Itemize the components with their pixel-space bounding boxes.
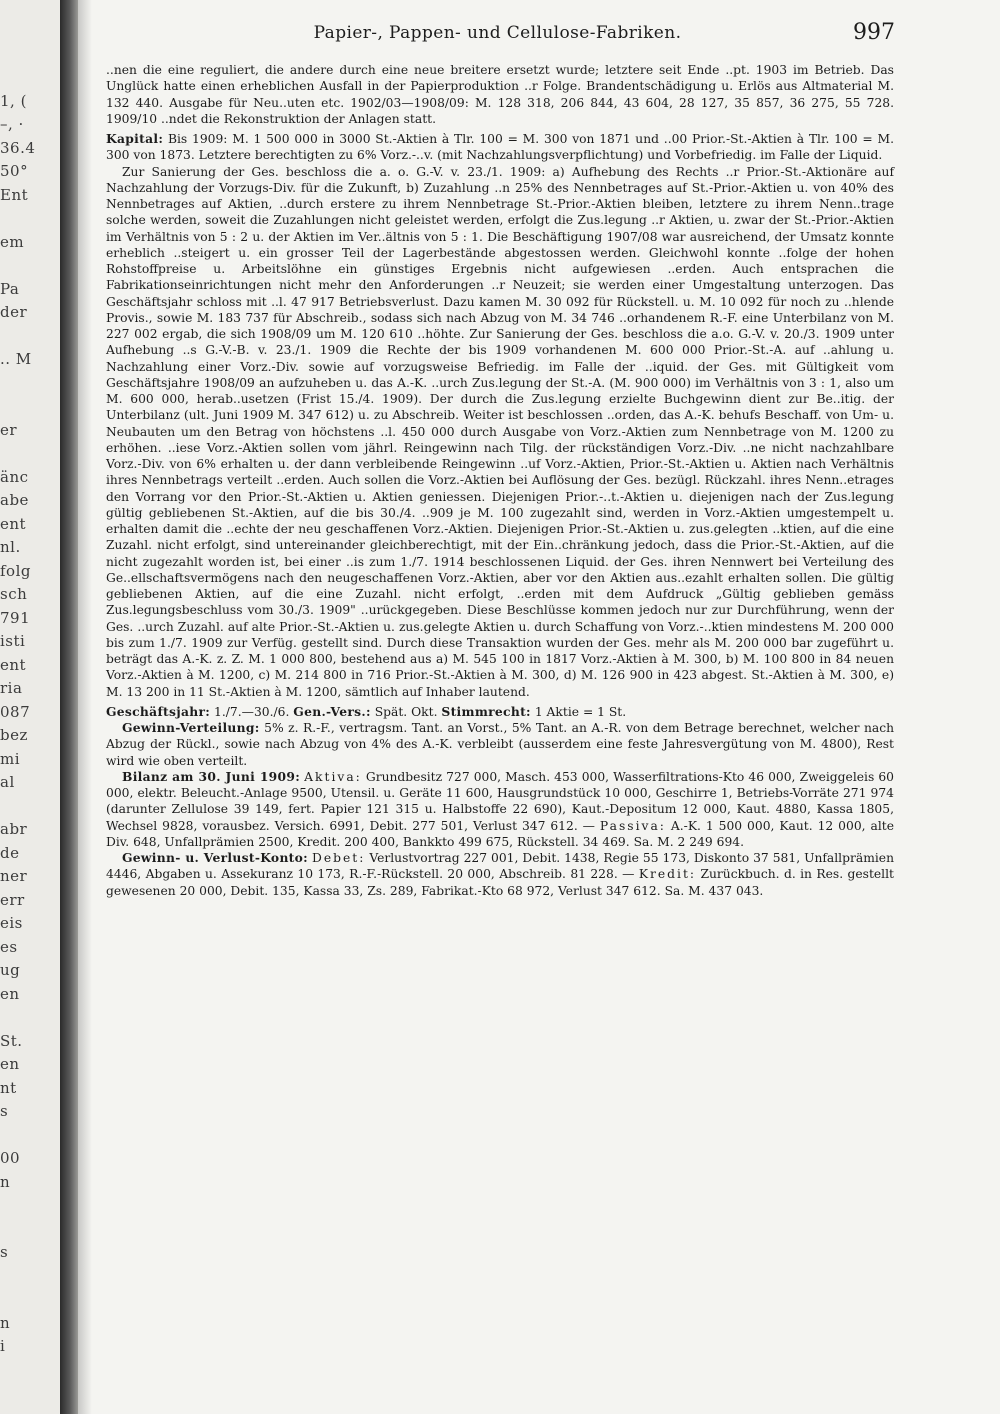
margin-fragment: 36.4 xyxy=(0,138,36,157)
margin-fragment: err xyxy=(0,890,25,909)
spaced-label: Aktiva: xyxy=(304,769,362,784)
margin-fragment: ent xyxy=(0,655,27,674)
paragraph-text: ..nen die eine reguliert, die andere durch eine neue breitere ersetzt wurde; letztere seit Ende ..pt. 1903 im Betrieb. Das Unglück hatte einen erheblichen Ausfall in der Papierproduktion ..r Folge. Brandentschädigung u. Erlös aus Altmaterial M. 132 440. Ausgabe für Neu..uten etc. 1902/03—1908/09: M. 128 318, 206 844, 43 604, 28 127, 35 857, 36 275, 55 728. 1909/10 ..ndet die Rekonstruktion der Anlagen statt. xyxy=(106,63,894,126)
section-label: Gewinn-Verteilung: xyxy=(122,720,260,735)
margin-fragment: en xyxy=(0,984,20,1003)
paragraph-p4 xyxy=(106,704,894,720)
paragraph-text: Verlustvortrag 227 001, Debit. 1438, Regie 55 173, Diskonto 37 581, Unfallprämien 4446, Abgaben u. Assekuranz 10 173, R.-F.-Rückstell. 20 000, Abschreib. 81 228. — xyxy=(106,851,894,882)
paragraph-text: Zur Sanierung der Ges. beschloss die a. o. G.-V. v. 23./1. 1909: a) Aufhebung des Rechts ..r Prior.-St.-Aktionäre auf Nachzahlung der Vorzugs-Div. für die Zukunft, b) Zuzahlung ..n 25% des Nennbetrages auf St.-Prior.-Aktien u. von 40% des Nennbetrages auf Aktien, ..durch erstere zu ihrem Nennbetrage St.-Prior.-Aktien bleiben, letztere zu ihrem Nenn..trage solche werden, soweit die Zuzahlungen nicht geleistet werden, erfolgt die Zus.legung ..r Aktien, u. zwar der St.-Prior.-Aktien im Verhältnis von 5 : 2 u. der Aktien im Ver..ältnis von 5 : 1. Die Beschäftigung 1907/08 war ausreichend, der Umsatz konnte erheblich ..steigert u. ein grosser Teil der Lagerbestände abgestossen werden. Gleichwohl konnte ..folge der hohen Rohstoffpreise u. Arbeitslöhne ein günstiges Ergebnis nicht aufgewiesen ..erden. Auch entsprachen die Fabrikationseinrichtungen nicht mehr den Anforderungen ..r Neuzeit; sie werden einer Umgestaltung unterzogen. Das Geschäftsjahr schloss mit ..l. 47 917 Betriebsverlust. Dazu kamen M. 30 092 für Rückstell. u. M. 10 092 für noch zu ..hlende Provis., sowie M. 183 737 für Abschreib., sodass sich nach Abzug von M. 34 746 ..orhandenem R.-F. eine Unterbilanz von M. 227 002 ergab, die sich 1908/09 um M. 120 610 ..höhte. Zur Sanierung der Ges. beschloss die a.o. G.-V. v. 20./3. 1909 unter Aufhebung ..s G.-V.-B. v. 23./1. 1909 die Rechte der bis 1909 vorhandenen M. 600 000 Prior.-St.-A. auf ..ahlung u. Nachzahlung einer Vorz.-Div. sowie auf vorzugsweise Befriedig. im Falle der ..iquid. der Ges. mit Gültigkeit vom Geschäftsjahre 1908/09 an aufzuheben u. das A.-K. ..urch Zus.legung der St.-A. (M. 900 000) im Verhältnis von 3 : 1, also um M. 600 000, herab..usetzen (Frist 15./4. 1909). Der durch die Zus.legung erzielte Buchgewinn dient zur Be..itig. der Unterbilanz (ult. Juni 1909 M. 347 612) u. zu Abschreib. Weiter ist beschlossen ..orden, das A.-K. behufs Beschaff. von Um- u. Neubauten um den Betrag von höchstens ..l. 450 000 durch Ausgabe von Vorz.-Aktien zum Nennbetrage von M. 1200 zu erhöhen. ..iese Vorz.-Aktien sollen vom jährl. Reingewinn nach Tilg. der rückständigen Vorz.-Div. ..ne nicht nachzahlbare Vorz.-Div. von 6% erhalten u. der dann verbleibende Reingewinn ..uf Vorz.-Aktien, Prior.-St.-Aktien u. Aktien nach Verhältnis ihres Nennbetrags verteilt ..erden. Auch sollen die Vorz.-Aktien bei Auflösung der Ges. bezügl. Rückzahl. ihres Nenn..etrages den Vorrang vor den Prior.-St.-Aktien u. Aktien geniessen. Diejenigen Prior.-..t.-Aktien u. diejenigen nach der Zus.legung gültig gebliebenen St.-Aktien, auf die bis 30./4. ..909 je M. 100 zugezahlt sind, werden in Vorz.-Aktien umgestempelt u. erhalten damit die ..echte der neu geschaffenen Vorz.-Aktien. Diejenigen Prior.-St.-Aktien u. zus.gelegten ..ktien, auf die eine Zuzahl. nicht erfolgt, sind untereinander gleichberechtigt, mit der Ein..chränkung jedoch, dass die Prior.-St.-Aktien, auf die nicht zugezahlt worden ist, bei einer ..is zum 1./7. 1914 beschlossenen Liquid. der Ges. ihren Nennwert bei Verteilung des Ge..ellschaftsvermögens nach den neugeschaffenen Vorz.-Aktien, aber vor den Aktien aus..ezahlt erhalten sollen. Die gültig gebliebenen Aktien, auf die eine Zuzahl. nicht erfolgt, ..erden mit dem Aufdruck „Gültig geblieben gemäss Zus.legungsbeschluss vom 30./3. 1909" ..urückgegeben. Diese Beschlüsse kommen jedoch nur zur Durchführung, wenn der Ges. ..urch Zuzahl. auf alte Prior.-St.-Aktien u. zus.gelegte Aktien u. durch Schaffung von Vorz.-..ktien mindestens M. 200 000 bis zum 1./7. 1909 zur Verfüg. gestellt sind. Durch diese Transaktion wurden der Ges. mehr als M. 200 000 bar zugeführt u. beträgt das A.-K. z. Z. M. 1 000 800, bestehend aus a) M. 545 100 in 1817 Vorz.-Aktien à M. 300, b) M. 100 800 in 84 neuen Vorz.-Aktien à M. 1200, c) M. 214 800 in 716 Prior.-St.-Aktien à M. 300, d) M. 126 900 in 423 abgest. St.-Aktien à M. 300, e) M. 13 200 in 11 St.-Aktien à M. 1200, sämtlich auf Inhaber lautend. xyxy=(106,164,894,699)
margin-fragment: es xyxy=(0,937,18,956)
paragraph-p2 xyxy=(106,131,894,164)
paragraph-p6 xyxy=(106,769,894,850)
margin-fragment: 00 xyxy=(0,1149,21,1167)
spaced-label: Kredit: xyxy=(638,867,697,882)
section-label: Bilanz am 30. Juni 1909: xyxy=(122,768,301,784)
margin-fragment: n xyxy=(0,1172,11,1191)
facing-page-edge xyxy=(0,0,60,1414)
margin-fragment: al xyxy=(0,773,15,791)
margin-fragment: n xyxy=(0,1313,11,1332)
margin-fragment: der xyxy=(0,303,28,321)
paragraph-text: 5% z. R.-F., vertragsm. Tant. an Vorst., 5% Tant. an A.-R. von dem Betrage berechnet, welcher nach Abzug der Rückl., sowie nach Abzug von 4% des A.-K. verbleibt (ausserdem eine feste Jahresvergütung von M. 4800), Rest wird wie oben verteilt. xyxy=(106,721,894,768)
spaced-label: Passiva: xyxy=(599,818,666,833)
margin-fragment: folg xyxy=(0,561,31,580)
section-label: Gewinn- u. Verlust-Konto: xyxy=(122,850,308,865)
margin-fragment: isti xyxy=(0,632,26,650)
page-number: 997 xyxy=(853,20,895,45)
margin-fragment: abr xyxy=(0,820,28,838)
page-body xyxy=(106,62,894,899)
paragraph-p5 xyxy=(106,720,894,769)
paragraph-text: Grundbesitz 727 000, Masch. 453 000, Wasserfiltrations-Kto 46 000, Zweiggeleis 60 000, elektr. Beleucht.-Anlage 9500, Utensil. u. Geräte 11 600, Hausgrundstück 10 000, Geschirre 1, Betriebs-Vorräte 271 974 (darunter Zellulose 39 149, fert. Papier 121 315 u. Halbstoffe 22 690), Kaut.-Depositum 12 000, Kaut. 4880, Kassa 1805, Wechsel 9828, vorausbez. Versich. 6991, Debit. 277 501, Verlust 347 612. — xyxy=(106,769,894,833)
spine-shadow xyxy=(78,0,92,1414)
running-title: Papier-, Pappen- und Cellulose-Fabriken. xyxy=(313,23,682,43)
paragraph-text: Bis 1909: M. 1 500 000 in 3000 St.-Aktien à Tlr. 100 = M. 300 von 1871 und ..00 Prior.-St.-Aktien à Tlr. 100 = M. 300 von 1873. Letztere berechtigten zu 6% Vorz.-..v. (mit Nachzahlungsverpflichtung) und Vorbefriedig. im Falle der Liquid. xyxy=(106,132,894,163)
paragraph-p3 xyxy=(106,164,894,700)
section-label: Stimmrecht: xyxy=(441,703,531,719)
margin-fragment: St. xyxy=(0,1031,23,1050)
margin-fragment: ent xyxy=(0,514,27,533)
margin-fragment: ug xyxy=(0,961,21,979)
margin-fragment: ner xyxy=(0,867,28,885)
margin-fragment: 087 xyxy=(0,702,31,721)
margin-fragment: änc xyxy=(0,467,29,486)
page-header xyxy=(100,20,895,48)
margin-fragment: 1, ( xyxy=(0,91,27,110)
margin-fragment: em xyxy=(0,232,25,251)
margin-fragment: bez xyxy=(0,726,28,744)
margin-fragment: i xyxy=(0,1337,6,1355)
paragraph-text: 1 Aktie = 1 St. xyxy=(530,704,627,719)
paragraph-p1 xyxy=(106,62,894,127)
margin-fragment: en xyxy=(0,1055,20,1073)
margin-fragment: –, · xyxy=(0,115,24,133)
section-label: Kapital: xyxy=(106,131,164,146)
margin-fragment: sch xyxy=(0,585,28,603)
spaced-label: Debet: xyxy=(311,851,366,865)
paragraph-p7 xyxy=(106,850,894,899)
book-spine xyxy=(60,0,78,1414)
margin-fragment: 50° xyxy=(0,162,29,180)
margin-fragment: .. M xyxy=(0,350,32,368)
margin-fragment: abe xyxy=(0,491,29,509)
margin-fragment: s xyxy=(0,1243,9,1261)
margin-fragment: de xyxy=(0,843,20,862)
margin-fragment: Pa xyxy=(0,279,20,298)
margin-fragment: ria xyxy=(0,679,23,697)
margin-fragment: nl. xyxy=(0,538,21,556)
margin-fragment: eis xyxy=(0,914,23,932)
paragraph-text: Zurückbuch. d. in Res. gestellt gewesenen 20 000, Debit. 135, Kassa 33, Zs. 289, Fabrikat.-Kto 68 972, Verlust 347 612. Sa. M. 437 043. xyxy=(106,867,894,898)
margin-fragment: nt xyxy=(0,1078,17,1097)
section-label: Gen.-Vers.: xyxy=(293,703,371,719)
margin-fragment: er xyxy=(0,420,18,439)
paragraph-text: Spät. Okt. xyxy=(370,704,442,719)
margin-fragment: s xyxy=(0,1102,9,1120)
margin-fragment: 791 xyxy=(0,608,31,627)
paragraph-text: A.-K. 1 500 000, Kaut. 12 000, alte Div. 648, Unfallprämien 2500, Kredit. 200 400, Bankkto 499 675, Rückstell. 34 469. Sa. M. 2 249 694. xyxy=(106,818,894,849)
margin-fragment: Ent xyxy=(0,185,29,204)
paragraph-text: 1./7.—30./6. xyxy=(210,704,294,719)
section-label: Geschäftsjahr: xyxy=(106,703,211,719)
margin-fragment: mi xyxy=(0,749,21,768)
